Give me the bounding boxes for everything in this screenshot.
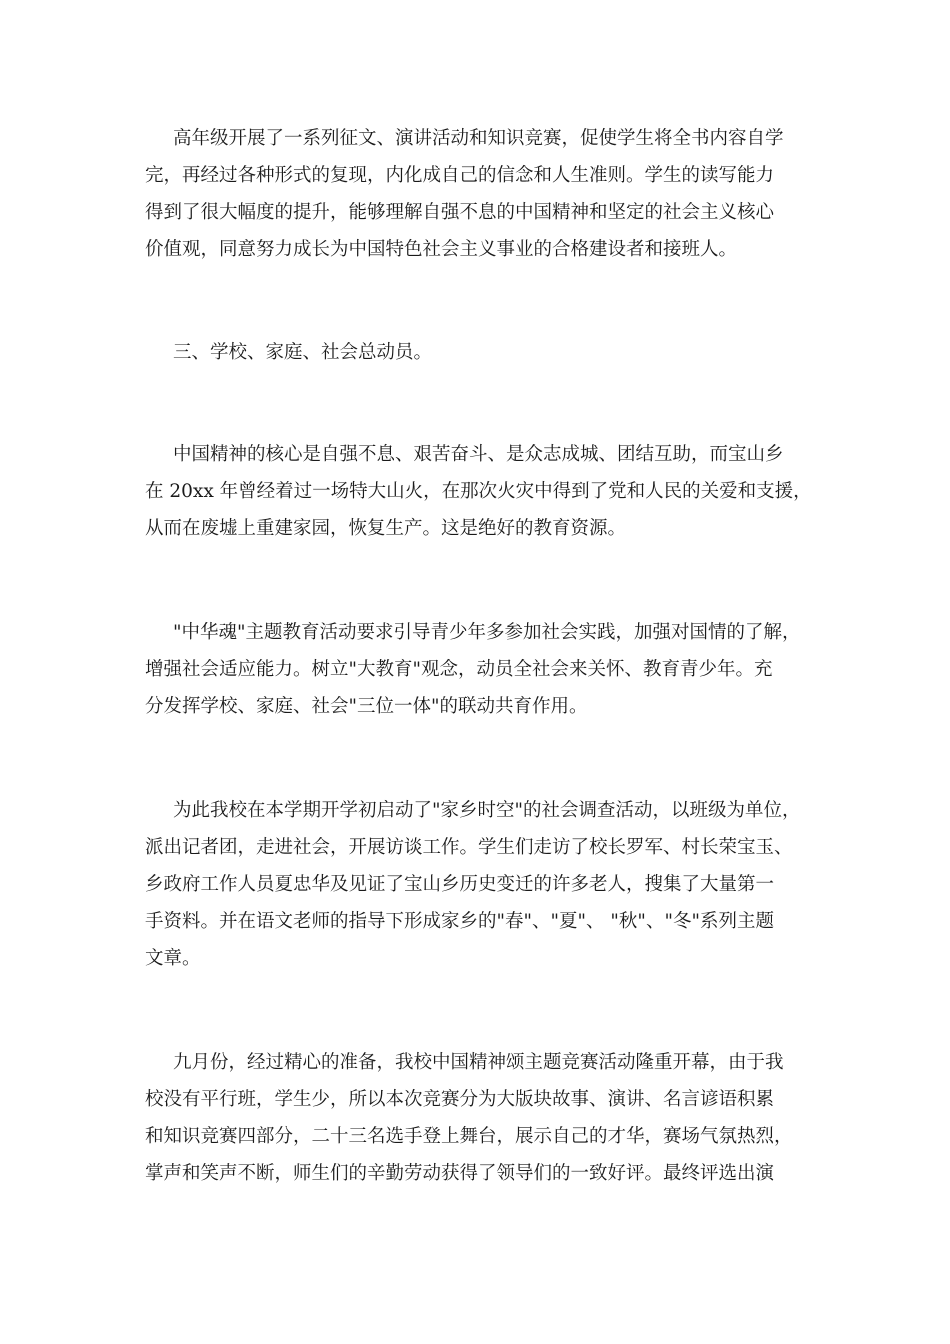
text-line: 完，再经过各种形式的复现，内化成自己的信念和人生准则。学生的读写能力 — [145, 165, 775, 186]
text-line: 派出记者团，走进社会，开展访谈工作。学生们走访了校长罗军、村长荣宝玉、 — [145, 837, 793, 858]
text-line: "中华魂"主题教育活动要求引导青少年多参加社会实践，加强对国情的了解， — [173, 622, 801, 643]
paragraph-5 — [145, 1044, 810, 1192]
text-line: 得到了很大幅度的提升，能够理解自强不息的中国精神和坚定的社会主义核心 — [145, 202, 775, 223]
paragraph-3 — [145, 614, 810, 725]
text-line: 从而在废墟上重建家园，恢复生产。这是绝好的教育资源。 — [145, 518, 627, 539]
text-line: 手资料。并在语文老师的指导下形成家乡的"春"、"夏"、 "秋"、"冬"系列主题 — [145, 911, 774, 932]
text-line: 和知识竞赛四部分，二十三名选手登上舞台，展示自己的才华，赛场气氛热烈， — [145, 1126, 793, 1147]
text-line: 高年级开展了一系列征文、演讲活动和知识竞赛，促使学生将全书内容自学 — [173, 128, 784, 149]
text-line: 在 20xx 年曾经着过一场特大山火，在那次火灾中得到了党和人民的关爱和支援， — [145, 481, 812, 502]
text-line: 中国精神的核心是自强不息、艰苦奋斗、是众志成城、团结互助，而宝山乡 — [173, 444, 784, 465]
text-line: 价值观，同意努力成长为中国特色社会主义事业的合格建设者和接班人。 — [145, 239, 738, 260]
paragraph-2 — [145, 436, 810, 547]
paragraph-4 — [145, 792, 810, 977]
text-line: 九月份，经过精心的准备，我校中国精神颂主题竞赛活动隆重开幕，由于我 — [173, 1052, 784, 1073]
text-line: 文章。 — [145, 948, 201, 969]
text-line: 为此我校在本学期开学初启动了"家乡时空"的社会调查活动，以班级为单位， — [173, 800, 801, 821]
section-heading — [145, 334, 810, 371]
text-line: 分发挥学校、家庭、社会"三位一体"的联动共育作用。 — [145, 696, 588, 717]
text-line: 校没有平行班，学生少，所以本次竞赛分为大版块故事、演讲、名言谚语积累 — [145, 1089, 775, 1110]
section-heading-text: 三、学校、家庭、社会总动员。 — [173, 342, 433, 363]
text-line: 乡政府工作人员夏忠华及见证了宝山乡历史变迁的许多老人，搜集了大量第一 — [145, 874, 775, 895]
text-line: 增强社会适应能力。树立"大教育"观念，动员全社会来关怀、教育青少年。充 — [145, 659, 773, 680]
text-line: 掌声和笑声不断，师生们的辛勤劳动获得了领导们的一致好评。最终评选出演 — [145, 1163, 775, 1184]
paragraph-1 — [145, 120, 810, 268]
